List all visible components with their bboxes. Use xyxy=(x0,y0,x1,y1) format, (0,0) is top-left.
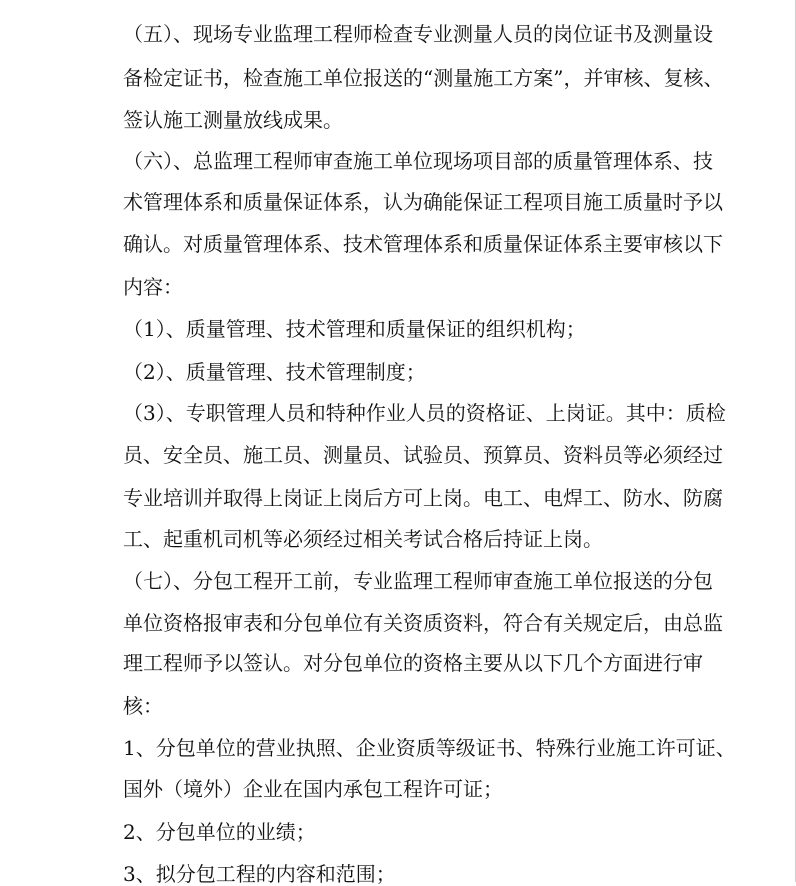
text-line: 签认施工测量放线成果。 xyxy=(123,108,343,132)
text-line: （1）、质量管理、技术管理和质量保证的组织机构； xyxy=(123,317,586,341)
text-line: （六）、总监理工程师审查施工单位现场项目部的质量管理体系、技 xyxy=(123,149,713,173)
text-line: 术管理体系和质量保证体系，认为确能保证工程项目施工质量时予以 xyxy=(123,190,723,214)
text-line: 3、拟分包工程的内容和范围； xyxy=(123,862,396,886)
text-line: 内容： xyxy=(123,275,183,299)
text-line: 工、起重机司机等必须经过相关考试合格后持证上岗。 xyxy=(123,527,603,551)
text-line: 备检定证书，检查施工单位报送的“测量施工方案”，并审核、复核、 xyxy=(123,66,724,90)
text-line: 员、安全员、施工员、测量员、试验员、预算员、资料员等必须经过 xyxy=(123,443,723,467)
text-line: （五）、现场专业监理工程师检查专业测量人员的岗位证书及测量设 xyxy=(123,22,713,46)
text-line: 专业培训并取得上岗证上岗后方可上岗。电工、电焊工、防水、防腐 xyxy=(123,486,723,510)
text-line: 单位资格报审表和分包单位有关资质资料，符合有关规定后，由总监 xyxy=(123,611,723,635)
text-line: （2）、质量管理、技术管理制度； xyxy=(123,360,426,384)
text-line: （七）、分包工程开工前，专业监理工程师审查施工单位报送的分包 xyxy=(123,569,713,593)
text-line: （3）、专职管理人员和特种作业人员的资格证、上岗证。其中：质检 xyxy=(123,401,726,425)
text-line: 国外（境外）企业在国内承包工程许可证； xyxy=(123,777,503,801)
text-line: 2、分包单位的业绩； xyxy=(123,820,316,844)
text-line: 确认。对质量管理体系、技术管理体系和质量保证体系主要审核以下 xyxy=(123,232,723,256)
text-line: 核： xyxy=(123,694,163,718)
text-line: 1、分包单位的营业执照、企业资质等级证书、特殊行业施工许可证、 xyxy=(123,736,736,760)
text-line: 理工程师予以签认。对分包单位的资格主要从以下几个方面进行审 xyxy=(123,651,703,675)
